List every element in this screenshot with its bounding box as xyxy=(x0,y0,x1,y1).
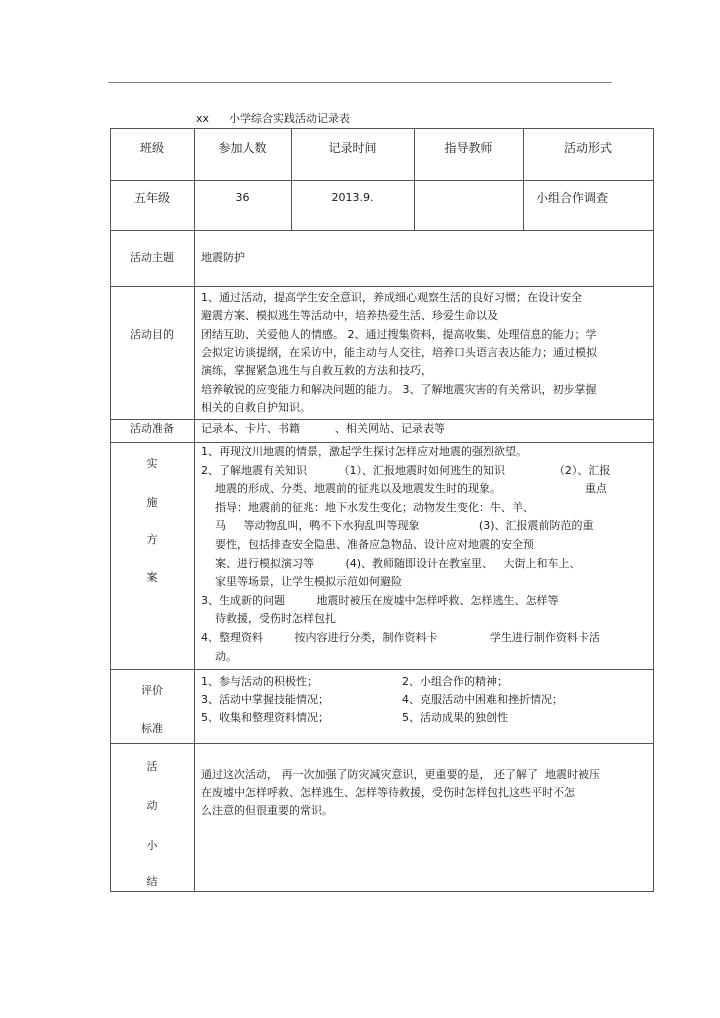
text-line: 在废墟中怎样呼救、怎样逃生、怎样等待救援，受伤时怎样包扎这些平时不怎 xyxy=(201,786,575,799)
table-rule xyxy=(110,891,654,892)
header-time: 记录时间 xyxy=(328,141,377,155)
table-rule xyxy=(110,286,654,287)
prep-label: 活动准备 xyxy=(130,422,174,435)
text-line: 么注意的但很重要的常识。 xyxy=(201,804,333,817)
eval-item: 5、活动成果的独创性 xyxy=(402,711,508,724)
table-rule xyxy=(110,669,654,670)
text-line: 指导：地震前的征兆：地下水发生变化；动物发生变化：牛、羊、 xyxy=(201,500,534,514)
eval-item: 2、小组合作的精神； xyxy=(402,675,508,688)
plan-label-char: 案 xyxy=(146,571,158,584)
table-rule xyxy=(194,128,195,892)
prep-text: 记录本、卡片、书籍 、相关网站、记录表等 xyxy=(201,422,445,435)
table-rule xyxy=(110,442,654,443)
text-line: 动。 xyxy=(201,649,237,663)
theme-value: 地震防护 xyxy=(201,251,245,264)
title-prefix: xx xyxy=(196,112,210,125)
text-line: 1、通过活动，提高学生安全意识，养成细心观察生活的良好习惯；在设计安全 xyxy=(201,291,582,304)
text-line: 通过这次活动， 再一次加强了防灾减灾意识，更重要的是， 还了解了 地震时被压 xyxy=(201,768,600,781)
table-rule xyxy=(110,180,654,181)
text-line: 1、再现汶川地震的情景，激起学生探讨怎样应对地震的强烈欲望。 xyxy=(201,445,527,458)
text-line: 案、进行模拟演习等 (4)、教师随即设计在教室里、 大街上和车上、 xyxy=(201,556,581,570)
text-line: 待救援，受伤时怎样包扎 xyxy=(201,612,336,626)
text-line: 避震方案、模拟逃生等活动中，培养热爱生活、珍爱生命以及 xyxy=(201,309,498,323)
summary-label-char: 活 xyxy=(146,760,158,773)
header-teacher: 指导教师 xyxy=(444,141,493,155)
eval-item: 5、收集和整理资料情况； xyxy=(201,711,329,724)
text-line: 3、生成新的问题 地震时被压在废墟中怎样呼救、怎样逃生、怎样等 xyxy=(201,593,559,607)
header-participants: 参加人数 xyxy=(218,141,267,155)
table-rule xyxy=(110,230,654,231)
eval-label-bottom: 标准 xyxy=(141,722,163,735)
value-participants: 36 xyxy=(235,191,250,204)
table-rule xyxy=(110,128,111,892)
eval-item: 4、克服活动中困难和挫折情况； xyxy=(402,693,563,706)
document-title xyxy=(196,110,350,126)
table-rule xyxy=(110,419,654,420)
record-table xyxy=(110,128,654,892)
text-line: 会拟定访谈提纲，在采访中，能主动与人交往，培养口头语言表达能力；通过模拟 xyxy=(201,345,597,359)
text-line: 培养敏锐的应变能力和解决问题的能力。 3、了解地震灾害的有关常识，初步掌握 xyxy=(201,382,597,396)
text-line: 团结互助、关爱他人的情感。 2、通过搜集资料，提高收集、处理信息的能力；学 xyxy=(201,327,597,341)
eval-item: 1、参与活动的积极性； xyxy=(201,675,318,688)
text-line: 地震的形成、分类、地震前的征兆以及地震发生时的现象。 重点 xyxy=(201,482,607,496)
header-class: 班级 xyxy=(139,141,164,155)
title-text: 小学综合实践活动记录表 xyxy=(229,112,351,125)
plan-label-char: 施 xyxy=(146,496,158,509)
table-rule xyxy=(110,743,654,744)
text-line: 演练，掌握紧急逃生与自救互救的方法和技巧， xyxy=(201,364,432,378)
header-form: 活动形式 xyxy=(563,141,612,155)
table-rule xyxy=(653,128,654,892)
eval-item: 3、活动中掌握技能情况； xyxy=(201,693,329,706)
value-time: 2013.9. xyxy=(331,191,374,204)
eval-label-top: 评价 xyxy=(141,684,163,697)
goal-label: 活动目的 xyxy=(130,328,174,341)
text-line: 4、整理资料 按内容进行分类，制作资料卡 学生进行制作资料卡活 xyxy=(201,631,600,644)
text-line: 要性，包括排查安全隐患、准备应急物品、设计应对地震的安全预 xyxy=(201,538,534,551)
value-form: 小组合作调查 xyxy=(536,191,609,205)
plan-label-char: 方 xyxy=(146,533,158,546)
summary-label-char: 结 xyxy=(146,875,158,888)
table-rule xyxy=(110,128,654,129)
top-rule xyxy=(108,82,612,83)
value-class: 五年级 xyxy=(133,191,170,205)
text-line: 马 等动物乱叫，鸭不下水狗乱叫等现象 (3)、汇报震前防范的重 xyxy=(201,519,594,533)
text-line: 2、了解地震有关知识 （1）、汇报地震时如何逃生的知识 （2）、汇报 xyxy=(201,463,611,477)
text-line: 相关的自救自护知识。 xyxy=(201,400,311,414)
text-line: 家里等场景，让学生模拟示范如何避险 xyxy=(201,575,402,589)
theme-label: 活动主题 xyxy=(130,251,174,264)
plan-label-char: 实 xyxy=(146,457,158,470)
summary-label-char: 小 xyxy=(146,839,158,852)
summary-label-char: 动 xyxy=(146,799,158,812)
